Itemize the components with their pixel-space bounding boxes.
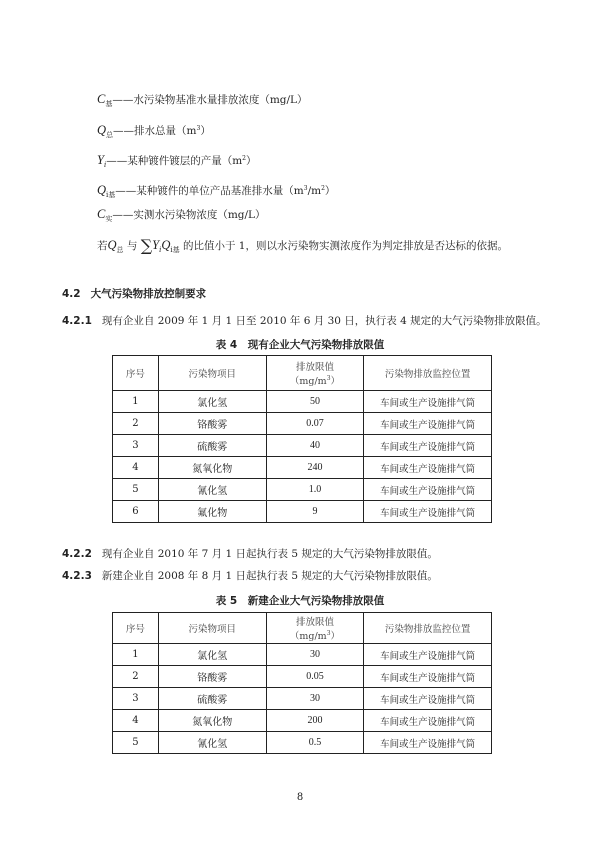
table-row xyxy=(113,710,492,732)
header-limit-label: 排放限值 xyxy=(295,362,334,373)
cell-location: 车间或生产设施排气筒 xyxy=(364,688,492,710)
cell-index: 6 xyxy=(113,501,159,523)
cell-location: 车间或生产设施排气筒 xyxy=(364,479,492,501)
section-heading xyxy=(62,287,206,301)
clause-number: 4.2.2 xyxy=(62,548,92,560)
cell-index: 4 xyxy=(113,457,159,479)
definition-mid: /m xyxy=(307,185,322,197)
clause-text: 现有企业自 2010 年 7 月 1 日起执行表 5 规定的大气污染物排放限值。 xyxy=(101,548,438,560)
cell-limit: 0.07 xyxy=(266,413,364,435)
table5 xyxy=(112,612,492,754)
cell-pollutant: 铬酸雾 xyxy=(158,666,266,688)
table4-caption: 表 4 现有企业大气污染物排放限值 xyxy=(215,339,385,351)
cell-location: 车间或生产设施排气筒 xyxy=(364,391,492,413)
table-row xyxy=(113,501,492,523)
cell-index: 1 xyxy=(113,391,159,413)
definition-text: ——实测水污染物浓度（mg/L） xyxy=(112,209,266,221)
cell-index: 5 xyxy=(113,479,159,501)
clause-text: 现有企业自 2009 年 1 月 1 日至 2010 年 6 月 30 日，执行表 4 规定的大气污染物排放限值。 xyxy=(101,315,547,327)
cell-pollutant: 氯化氢 xyxy=(158,644,266,666)
cell-pollutant: 氯化氢 xyxy=(158,391,266,413)
condition-prefix: 若 xyxy=(97,240,108,252)
cell-location: 车间或生产设施排气筒 xyxy=(364,732,492,754)
superscript: 2 xyxy=(242,155,246,162)
condition-with: 与 xyxy=(126,240,138,252)
cell-pollutant: 氮氧化物 xyxy=(158,457,266,479)
cell-limit: 200 xyxy=(266,710,364,732)
definition-y-i xyxy=(97,152,257,172)
cell-limit: 30 xyxy=(266,688,364,710)
cell-index: 2 xyxy=(113,666,159,688)
cell-pollutant: 硫酸雾 xyxy=(158,688,266,710)
table-row xyxy=(113,435,492,457)
header-index: 序号 xyxy=(113,356,159,391)
clause-4-2-1 xyxy=(62,314,547,328)
cell-limit: 50 xyxy=(266,391,364,413)
cell-location: 车间或生产设施排气筒 xyxy=(364,457,492,479)
table-row xyxy=(113,688,492,710)
definition-text: ——排水总量（m xyxy=(113,125,197,137)
header-pollutant: 污染物项目 xyxy=(158,613,266,644)
cell-location: 车间或生产设施排气筒 xyxy=(364,435,492,457)
cell-index: 2 xyxy=(113,413,159,435)
definition-q-total xyxy=(97,122,211,142)
definition-q-i-base xyxy=(97,182,335,202)
header-location: 污染物排放监控位置 xyxy=(364,613,492,644)
table-row xyxy=(113,479,492,501)
header-index: 序号 xyxy=(113,613,159,644)
cell-location: 车间或生产设施排气筒 xyxy=(364,644,492,666)
definition-tail: ） xyxy=(324,185,336,197)
definition-c-measured xyxy=(97,207,266,226)
section-number: 4.2 xyxy=(62,288,81,300)
symbol-subscript: 基 xyxy=(105,100,113,108)
definition-tail: ） xyxy=(200,125,211,137)
table-row xyxy=(113,391,492,413)
sigma-symbol: ∑ xyxy=(140,236,153,255)
table4 xyxy=(112,355,492,523)
definition-text: ——某种镀件的单位产品基准排水量（m xyxy=(115,185,304,197)
header-pollutant: 污染物项目 xyxy=(158,356,266,391)
symbol: Y xyxy=(97,153,104,167)
symbol: Q xyxy=(97,123,107,137)
symbol: C xyxy=(97,92,106,106)
header-limit xyxy=(266,613,364,644)
cell-limit: 9 xyxy=(266,501,364,523)
qi-symbol: Q xyxy=(161,238,171,252)
clause-text: 新建企业自 2008 年 8 月 1 日起执行表 5 规定的大气污染物排放限值。 xyxy=(101,570,438,582)
cell-limit: 40 xyxy=(266,435,364,457)
qi-subscript: i基 xyxy=(170,246,180,254)
table-row xyxy=(113,666,492,688)
clause-4-2-3 xyxy=(62,569,438,583)
cell-index: 1 xyxy=(113,644,159,666)
header-limit-unit: $(mg/m^3)$ xyxy=(289,375,341,387)
table-row xyxy=(113,457,492,479)
superscript: 2 xyxy=(321,185,325,192)
q-symbol: Q xyxy=(107,238,117,252)
cell-limit: 240 xyxy=(266,457,364,479)
definition-text: ——水污染物基准水量排放浓度（mg/L） xyxy=(112,94,308,106)
condition-sentence xyxy=(97,238,508,257)
table-row xyxy=(113,644,492,666)
table5-caption: 表 5 新建企业大气污染物排放限值 xyxy=(215,595,385,607)
cell-index: 3 xyxy=(113,435,159,457)
superscript: 3 xyxy=(196,125,201,132)
clause-number: 4.2.1 xyxy=(62,315,92,327)
clause-number: 4.2.3 xyxy=(62,570,92,582)
y-subscript: i xyxy=(159,246,162,254)
cell-location: 车间或生产设施排气筒 xyxy=(364,413,492,435)
cell-limit: 30 xyxy=(266,644,364,666)
symbol: C xyxy=(97,207,106,221)
header-limit-label: 排放限值 xyxy=(295,617,334,628)
cell-location: 车间或生产设施排气筒 xyxy=(364,710,492,732)
definition-c-base xyxy=(97,92,308,111)
table-row xyxy=(113,732,492,754)
section-title: 大气污染物排放控制要求 xyxy=(90,288,207,300)
y-symbol: Y xyxy=(152,238,160,252)
table-header-row xyxy=(113,356,492,391)
cell-index: 5 xyxy=(113,732,159,754)
superscript: 3 xyxy=(303,185,308,192)
condition-text: 的比值小于 1，则以水污染物实测浓度作为判定排放是否达标的依据。 xyxy=(182,240,508,252)
page-number: 8 xyxy=(296,792,304,803)
cell-limit: 0.05 xyxy=(266,666,364,688)
cell-location: 车间或生产设施排气筒 xyxy=(364,501,492,523)
definition-text: ——某种镀件镀层的产量（m xyxy=(106,155,243,167)
symbol-subscript: 实 xyxy=(105,215,113,223)
clause-4-2-2 xyxy=(62,547,438,561)
definition-tail: ） xyxy=(246,155,257,167)
symbol-subscript: i基 xyxy=(106,191,116,199)
symbol-subscript: i xyxy=(103,161,107,169)
cell-pollutant: 氰化氢 xyxy=(158,732,266,754)
symbol-subscript: 总 xyxy=(106,131,114,139)
table-header-row xyxy=(113,613,492,644)
cell-index: 4 xyxy=(113,710,159,732)
cell-pollutant: 氰化氢 xyxy=(158,479,266,501)
q-subscript: 总 xyxy=(116,246,124,254)
symbol: Q xyxy=(97,183,107,197)
cell-pollutant: 氮氧化物 xyxy=(158,710,266,732)
cell-pollutant: 硫酸雾 xyxy=(158,435,266,457)
header-location: 污染物排放监控位置 xyxy=(364,356,492,391)
cell-limit: 1.0 xyxy=(266,479,364,501)
cell-location: 车间或生产设施排气筒 xyxy=(364,666,492,688)
header-limit-unit: $(mg/m^3)$ xyxy=(289,630,341,642)
cell-pollutant: 铬酸雾 xyxy=(158,413,266,435)
cell-index: 3 xyxy=(113,688,159,710)
table-row xyxy=(113,413,492,435)
cell-limit: 0.5 xyxy=(266,732,364,754)
cell-pollutant: 氟化物 xyxy=(158,501,266,523)
header-limit xyxy=(266,356,364,391)
